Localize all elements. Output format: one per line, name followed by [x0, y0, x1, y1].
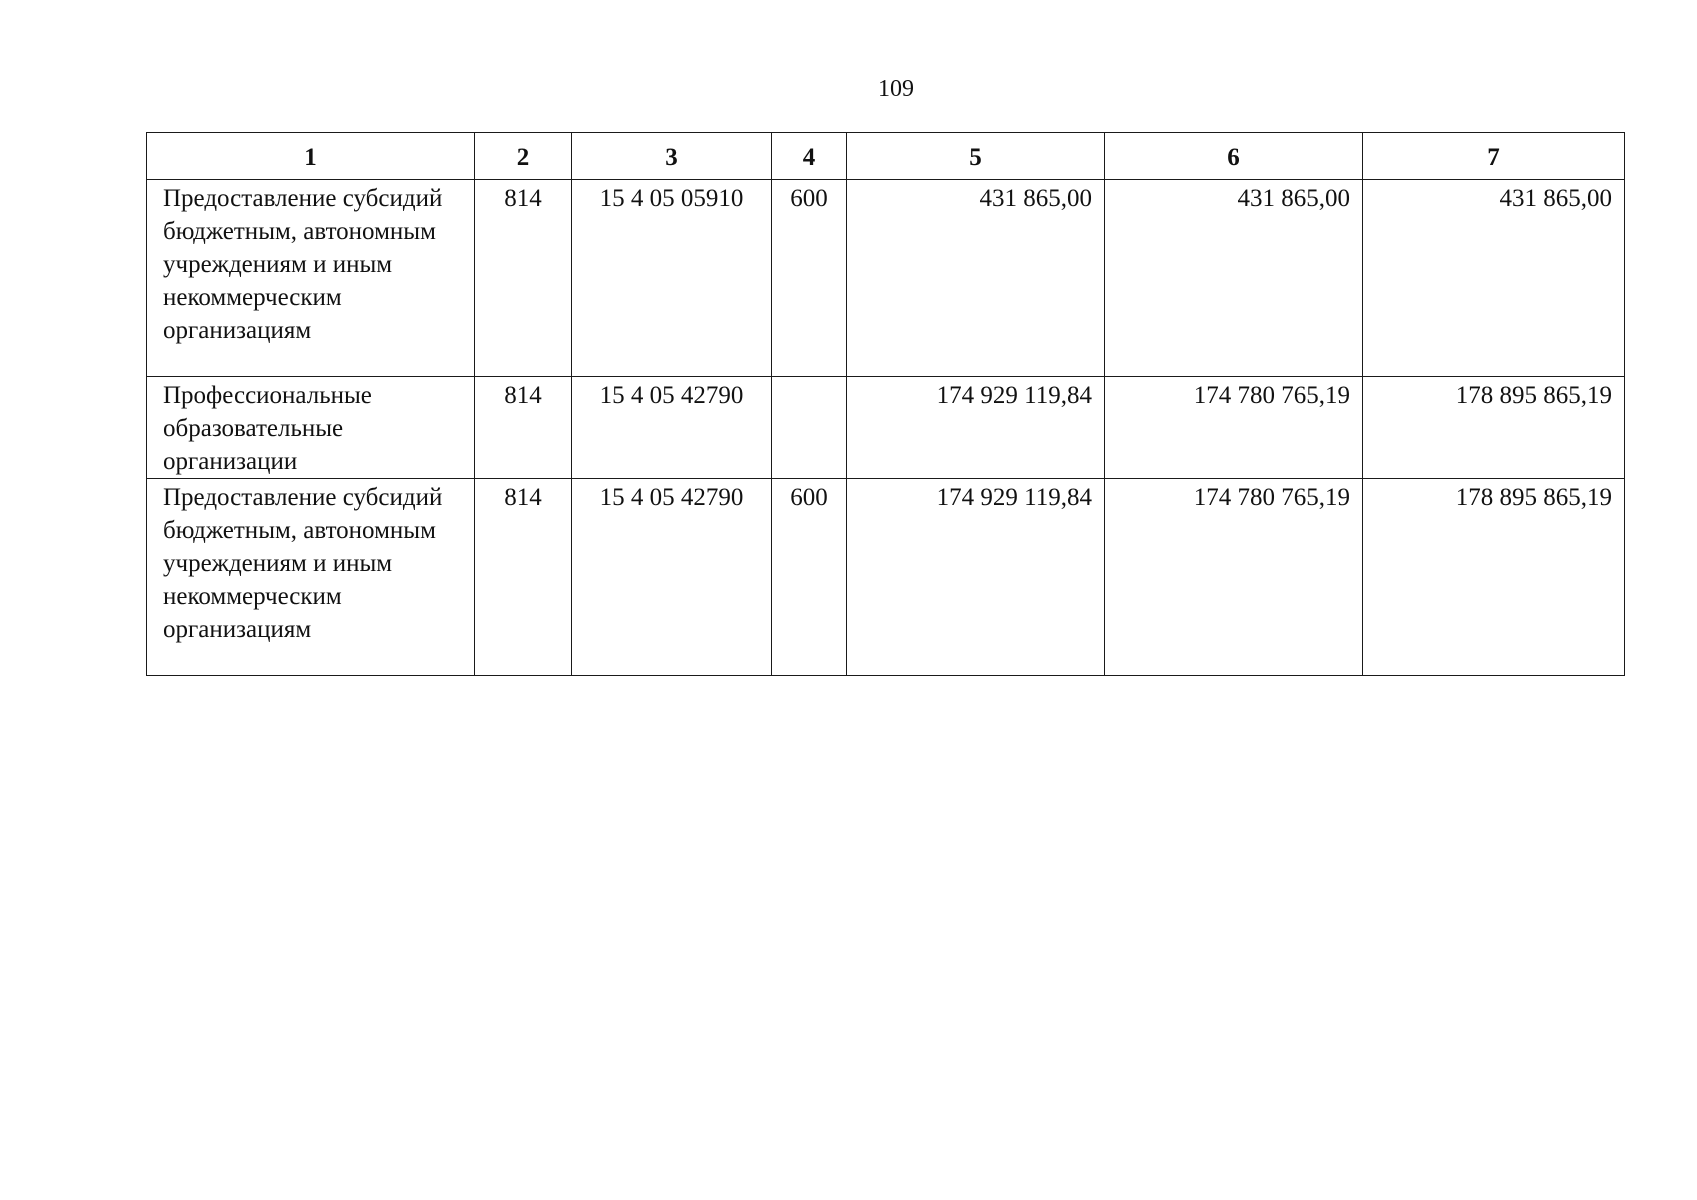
table-row: [147, 180, 1625, 377]
cell-amount-7: 178 895 865,19: [1363, 479, 1625, 676]
column-header-2: 2: [475, 133, 572, 180]
cell-code: 814: [475, 180, 572, 377]
cell-amount-7: 178 895 865,19: [1363, 377, 1625, 479]
cell-name: Предоставление субсидий бюджетным, автономным учреждениям и иным некоммерческим организациям: [147, 180, 475, 377]
cell-target-article: 15 4 05 05910: [572, 180, 772, 377]
column-header-1: 1: [147, 133, 475, 180]
cell-code: 814: [475, 479, 572, 676]
page-number: 109: [878, 76, 914, 102]
cell-amount-5: 431 865,00: [847, 180, 1105, 377]
cell-amount-7: 431 865,00: [1363, 180, 1625, 377]
cell-target-article: 15 4 05 42790: [572, 377, 772, 479]
column-header-5: 5: [847, 133, 1105, 180]
cell-amount-5: 174 929 119,84: [847, 479, 1105, 676]
table-row: [147, 479, 1625, 676]
cell-expense-type: 600: [772, 180, 847, 377]
cell-amount-6: 174 780 765,19: [1105, 377, 1363, 479]
cell-amount-5: 174 929 119,84: [847, 377, 1105, 479]
budget-table: [146, 132, 1625, 676]
cell-name: Профессиональные образовательные организации: [147, 377, 475, 479]
cell-amount-6: 431 865,00: [1105, 180, 1363, 377]
table-header-row: [147, 133, 1625, 180]
cell-amount-6: 174 780 765,19: [1105, 479, 1363, 676]
cell-expense-type: 600: [772, 479, 847, 676]
column-header-3: 3: [572, 133, 772, 180]
cell-name: Предоставление субсидий бюджетным, автономным учреждениям и иным некоммерческим организациям: [147, 479, 475, 676]
column-header-6: 6: [1105, 133, 1363, 180]
cell-expense-type: [772, 377, 847, 479]
cell-target-article: 15 4 05 42790: [572, 479, 772, 676]
column-header-7: 7: [1363, 133, 1625, 180]
column-header-4: 4: [772, 133, 847, 180]
table-row: [147, 377, 1625, 479]
cell-code: 814: [475, 377, 572, 479]
